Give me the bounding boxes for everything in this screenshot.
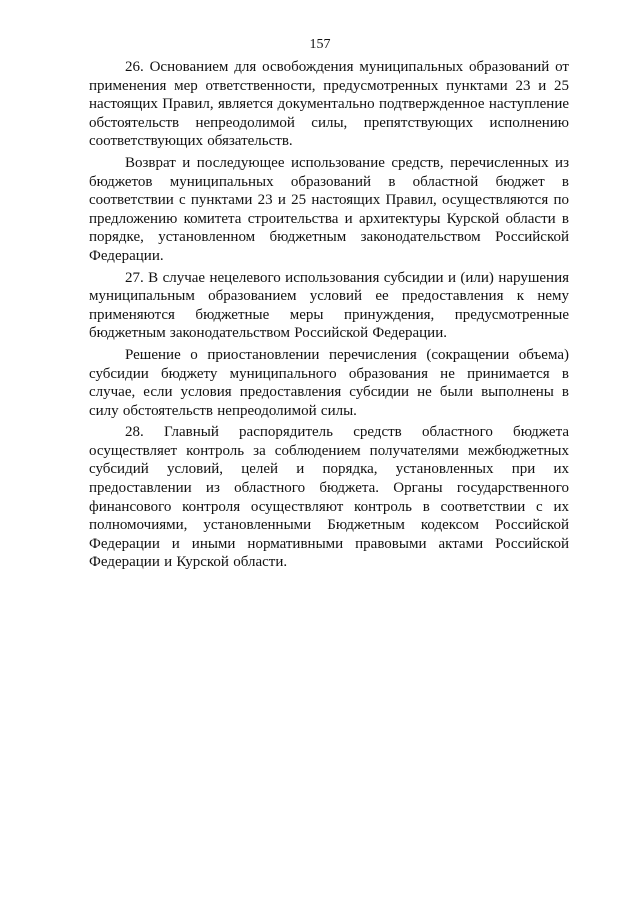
paragraph-26: 26. Основанием для освобождения муниципальных образований от применения мер ответственности, предусмотренных пунктами 23 и 25 настоящих Правил, является документально подтвержденное наступление обстоятельств непреодолимой силы, препятствующих исполнению соответствующих обязательств. (89, 59, 569, 150)
paragraph-27: 27. В случае нецелевого использования субсидии и (или) нарушения муниципальным образованием условий ее предоставления к нему применяются бюджетные меры принуждения, предусмотренные бюджетным законодательством Российской Федерации. (89, 269, 569, 342)
document-body (89, 58, 569, 575)
paragraph-suspension: Решение о приостановлении перечисления (сокращении объема) субсидии бюджету муниципального образования не принимается в случае, если условия предоставления субсидии не были выполнены в силу обстоятельств непреодолимой силы. (89, 346, 569, 419)
page-number: 157 (309, 37, 331, 52)
paragraph-28: 28. Главный распорядитель средств областного бюджета осуществляет контроль за соблюдением получателями межбюджетных субсидий условий, целей и порядка, установленных при их предоставлении из областного бюджета. Органы государственного финансового контроля осуществляют контроль в соответствии с их полномочиями, установленными Бюджетным кодексом Российской Федерации и иными нормативными правовыми актами Российской Федерации и Курской области. (89, 424, 569, 571)
paragraph-refund: Возврат и последующее использование средств, перечисленных из бюджетов муниципальных образований в областной бюджет в соответствии с пунктами 23 и 25 настоящих Правил, осуществляются по предложению комитета строительства и архитектуры Курской области в порядке, установленном бюджетным законодательством Российской Федерации. (89, 154, 569, 264)
